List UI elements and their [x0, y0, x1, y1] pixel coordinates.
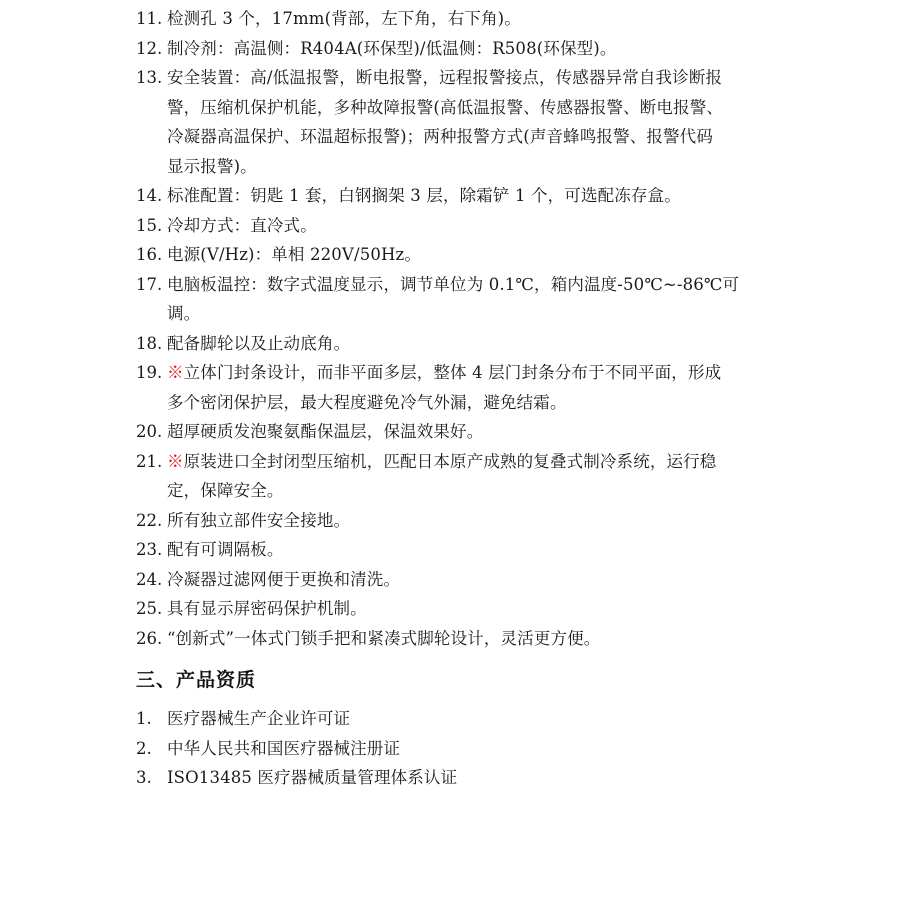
spec-item: [0, 34, 900, 64]
spec-item-text: [167, 299, 200, 329]
spec-item-line: [0, 181, 900, 211]
qualification-text: 中华人民共和国医疗器械注册证: [167, 738, 401, 758]
spec-item-number: 21.: [136, 451, 163, 471]
spec-item: [0, 565, 900, 595]
spec-item-number: 18.: [136, 333, 163, 353]
spec-item-text-content: 定，保障安全。: [167, 481, 284, 500]
spec-item: [0, 358, 900, 417]
spec-item-text-content: 制冷剂：高温侧：R404A(环保型)/低温侧：R508(环保型)。: [167, 38, 617, 58]
spec-item-number: 13.: [136, 68, 163, 87]
spec-item-text: [167, 594, 367, 624]
spec-item-text-content: 原装进口全封闭型压缩机，匹配日本原产成熟的复叠式制冷系统，运行稳: [183, 451, 717, 471]
spec-item-text-content: 配备脚轮以及止动底角。: [167, 333, 351, 353]
spec-item-line: [0, 63, 900, 93]
spec-item-text: [167, 152, 257, 182]
spec-item-text: [167, 358, 721, 388]
spec-item-number: 22.: [136, 510, 163, 530]
spec-item: [0, 594, 900, 624]
spec-item-text: [167, 476, 284, 506]
reference-mark-icon: ※: [167, 363, 184, 382]
qualification-item: [0, 763, 900, 793]
spec-item-text: [167, 4, 521, 34]
spec-item-number: 11.: [136, 9, 163, 28]
spec-item-line: [0, 329, 900, 359]
spec-item-text: [167, 329, 350, 359]
spec-item-number: 20.: [136, 422, 163, 441]
spec-item: [0, 624, 900, 654]
spec-item-number: 19.: [136, 363, 163, 382]
qualification-number: 3.: [136, 768, 152, 787]
spec-item-text-content: 检测孔 3 个，17mm(背部，左下角，右下角)。: [167, 9, 521, 28]
spec-item-text-content: 具有显示屏密码保护机制。: [167, 599, 367, 618]
qualification-number: 2.: [136, 738, 152, 758]
spec-item-text-content: 配有可调隔板。: [167, 540, 284, 559]
spec-item-text-content: 冷却方式：直冷式。: [167, 215, 317, 235]
spec-item-text: [167, 388, 567, 418]
spec-item-text-content: 调。: [167, 304, 201, 323]
spec-item-text-content: 冷凝器过滤网便于更换和清洗。: [167, 569, 401, 589]
spec-item-text-content: 警，压缩机保护机能，多种故障报警(高低温报警、传感器报警、断电报警、: [167, 97, 724, 117]
spec-item-line: [0, 535, 900, 565]
spec-item-text: [167, 181, 681, 211]
spec-item-number: 16.: [136, 245, 163, 264]
spec-item-text-content: 立体门封条设计，而非平面多层，整体 4 层门封条分布于不同平面，形成: [183, 363, 722, 382]
spec-item: [0, 240, 900, 270]
spec-item-line: [0, 624, 900, 654]
spec-item-text: [167, 624, 600, 654]
spec-item: [0, 417, 900, 447]
spec-item-line: [0, 122, 900, 152]
spec-item-line: [0, 388, 900, 418]
spec-item-text: [167, 447, 716, 477]
spec-item-line: [0, 93, 900, 123]
spec-item: [0, 181, 900, 211]
qualification-number: 1.: [136, 709, 152, 728]
spec-item: [0, 447, 900, 506]
reference-mark-icon: ※: [167, 451, 184, 471]
spec-item-number: 17.: [136, 274, 163, 294]
spec-item-text: [167, 240, 421, 270]
qualification-text: ISO13485 医疗器械质量管理体系认证: [167, 768, 458, 787]
spec-item-line: [0, 447, 900, 477]
spec-item-line: [0, 211, 900, 241]
spec-item-line: [0, 152, 900, 182]
spec-item: [0, 63, 900, 181]
spec-item-text: [167, 506, 350, 536]
spec-item-line: [0, 594, 900, 624]
spec-item-line: [0, 476, 900, 506]
spec-item-line: [0, 565, 900, 595]
spec-item-number: 25.: [136, 599, 163, 618]
spec-item-text-content: 电源(V/Hz)：单相 220V/50Hz。: [167, 245, 422, 264]
spec-item-number: 26.: [136, 628, 163, 648]
spec-item: [0, 506, 900, 536]
spec-item-text: [167, 211, 317, 241]
spec-item-text-content: 多个密闭保护层，最大程度避免冷气外漏，避免结霜。: [167, 392, 567, 412]
spec-item-text-content: 标准配置：钥匙 1 套，白钢搁架 3 层，除霜铲 1 个，可选配冻存盒。: [167, 186, 681, 205]
spec-item-line: [0, 299, 900, 329]
spec-item-text: [167, 34, 617, 64]
spec-item-number: 23.: [136, 540, 163, 559]
spec-item-line: [0, 240, 900, 270]
spec-item-number: 12.: [136, 38, 163, 58]
spec-item-text-content: 冷凝器高温保护、环温超标报警)；两种报警方式(声音蜂鸣报警、报警代码: [167, 127, 713, 146]
qualification-text: 医疗器械生产企业许可证: [167, 709, 351, 728]
spec-item-number: 24.: [136, 569, 163, 589]
spec-item-text-content: 所有独立部件安全接地。: [167, 510, 351, 530]
spec-item-line: [0, 270, 900, 300]
spec-item-line: [0, 506, 900, 536]
spec-item-text: [167, 417, 483, 447]
qualification-item: [0, 704, 900, 734]
spec-item-number: 15.: [136, 215, 163, 235]
spec-item-text: [167, 270, 739, 300]
spec-item: [0, 535, 900, 565]
spec-item: [0, 4, 900, 34]
section-heading: 三、产品资质: [136, 669, 257, 691]
spec-item-text-content: 显示报警)。: [167, 156, 257, 176]
spec-item-text: [167, 93, 723, 123]
spec-item: [0, 329, 900, 359]
spec-item-text: [167, 63, 722, 93]
spec-item-text: [167, 535, 284, 565]
spec-item-text-content: 安全装置：高/低温报警，断电报警，远程报警接点，传感器异常自我诊断报: [167, 68, 723, 87]
spec-item-text: [167, 565, 400, 595]
spec-item-line: [0, 417, 900, 447]
spec-item-text-content: “创新式”一体式门锁手把和紧凑式脚轮设计，灵活更方便。: [167, 628, 601, 648]
spec-item-text-content: 电脑板温控：数字式温度显示，调节单位为 0.1℃，箱内温度-50℃~-86℃可: [167, 274, 740, 294]
spec-item: [0, 270, 900, 329]
spec-item-text-content: 超厚硬质发泡聚氨酯保温层，保温效果好。: [167, 422, 484, 441]
spec-item-line: [0, 358, 900, 388]
spec-list: [0, 4, 900, 653]
spec-item: [0, 211, 900, 241]
spec-item-number: 14.: [136, 186, 163, 205]
qualification-item: [0, 734, 900, 764]
qualification-list: [0, 704, 900, 793]
spec-item-line: [0, 34, 900, 64]
spec-item-text: [167, 122, 713, 152]
spec-item-line: [0, 4, 900, 34]
